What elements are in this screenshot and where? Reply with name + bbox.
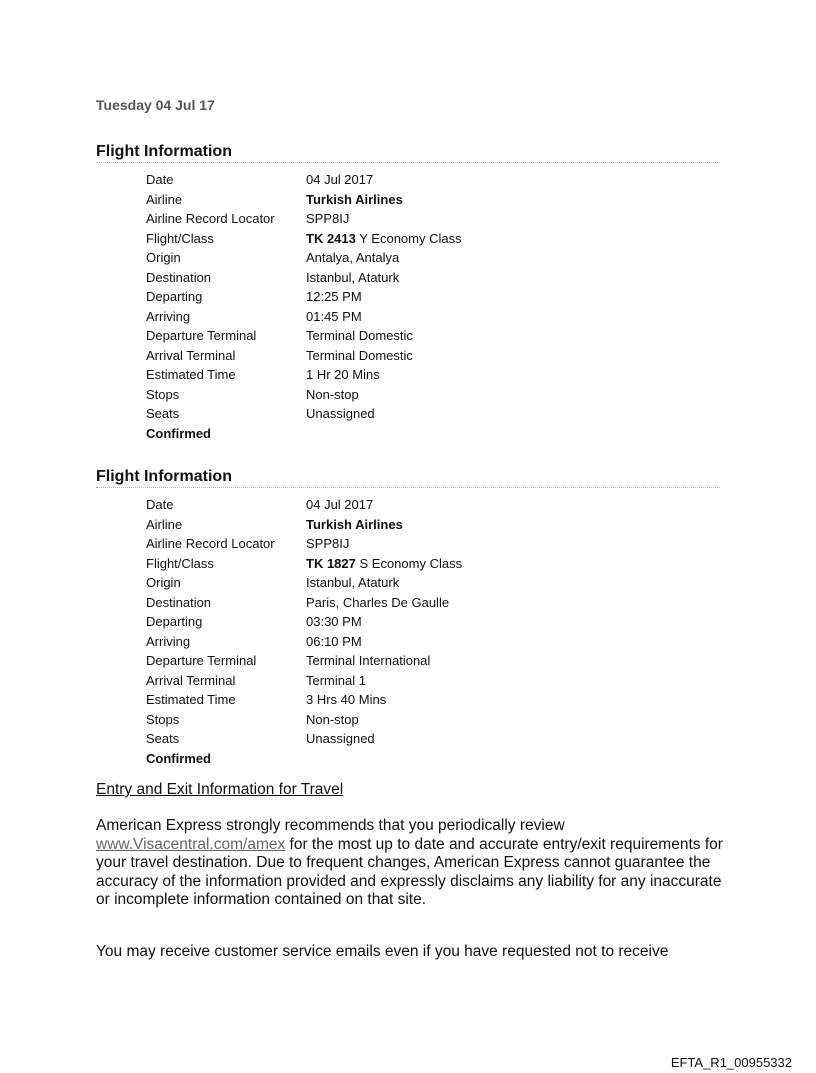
flight-details	[146, 495, 720, 768]
detail-label: Arriving	[146, 308, 191, 324]
entry-exit-paragraph	[96, 817, 736, 910]
detail-value: Terminal Domestic	[306, 328, 413, 343]
detail-row-departure-terminal	[146, 326, 720, 346]
entry-exit-heading: Entry and Exit Information for Travel	[96, 781, 344, 798]
paragraph-text: for the most up to date and accurate entry/exit requirements for your travel destination. Due to frequent changes, American Express cannot guarantee the accuracy of the information provided and expressly disclaims any liability for any inaccurate or incomplete information contained on that site.	[96, 835, 723, 908]
detail-label: Estimated Time	[146, 692, 236, 707]
detail-label: Departing	[146, 289, 203, 304]
detail-label: Arrival Terminal	[146, 672, 236, 688]
flight-number: TK 2413	[306, 230, 356, 246]
detail-label: Flight/Class	[146, 230, 214, 246]
flight-number: TK 1827	[306, 555, 356, 571]
detail-row-origin	[146, 248, 720, 268]
detail-label: Airline	[146, 516, 183, 532]
section-title: Flight Information	[96, 468, 720, 488]
detail-value: Terminal Domestic	[306, 347, 413, 363]
detail-row-airline	[146, 515, 720, 535]
detail-value: Turkish Airlines	[306, 191, 403, 207]
detail-label: Estimated Time	[146, 367, 236, 382]
class-text: Y Economy Class	[355, 230, 462, 246]
detail-row-date	[146, 170, 720, 190]
detail-value: Unassigned	[306, 731, 375, 746]
detail-row-flight-class	[146, 229, 720, 249]
detail-row-flight-class	[146, 554, 720, 574]
detail-row-origin	[146, 573, 720, 593]
detail-value: Istanbul, Ataturk	[306, 269, 400, 285]
detail-label: Destination	[146, 594, 212, 610]
detail-label: Departure Terminal	[146, 328, 257, 343]
detail-value: 01:45 PM	[306, 308, 362, 324]
detail-value: Non-stop	[306, 386, 359, 402]
detail-row-destination	[146, 268, 720, 288]
detail-value: Terminal 1	[306, 672, 366, 688]
flight-info-section-2	[96, 468, 720, 768]
detail-label: Airline Record Locator	[146, 536, 275, 551]
detail-value: SPP8IJ	[306, 211, 350, 226]
detail-value: 03:30 PM	[306, 614, 362, 629]
day-heading: Tuesday 04 Jul 17	[96, 97, 215, 113]
detail-row-arrival-terminal	[146, 346, 720, 366]
detail-value: Non-stop	[306, 711, 359, 727]
detail-row-record-locator	[146, 534, 720, 554]
detail-row-departure-terminal	[146, 651, 720, 671]
detail-label: Departure Terminal	[146, 653, 257, 668]
detail-value: Terminal International	[306, 653, 431, 668]
detail-label: Stops	[146, 711, 180, 727]
detail-value: 06:10 PM	[306, 633, 362, 649]
detail-label: Date	[146, 497, 174, 512]
detail-value: Antalya, Antalya	[306, 250, 400, 265]
detail-value: 12:25 PM	[306, 289, 362, 304]
detail-row-seats	[146, 404, 720, 424]
detail-value: 04 Jul 2017	[306, 172, 374, 187]
detail-label: Arriving	[146, 633, 191, 649]
detail-value: Unassigned	[306, 406, 375, 421]
detail-value: 3 Hrs 40 Mins	[306, 692, 387, 707]
detail-value: Turkish Airlines	[306, 516, 403, 532]
detail-row-estimated-time	[146, 365, 720, 385]
flight-info-section-1	[96, 143, 720, 443]
detail-row-stops	[146, 710, 720, 730]
detail-row-seats	[146, 729, 720, 749]
detail-value: 1 Hr 20 Mins	[306, 367, 380, 382]
customer-service-paragraph: You may receive customer service emails even if you have requested not to receive	[96, 943, 669, 960]
detail-label: Flight/Class	[146, 555, 214, 571]
detail-label: Airline	[146, 191, 183, 207]
detail-row-stops	[146, 385, 720, 405]
detail-value	[306, 229, 720, 249]
detail-row-destination	[146, 593, 720, 613]
booking-status: Confirmed	[146, 425, 211, 441]
detail-value: Istanbul, Ataturk	[306, 575, 400, 590]
detail-row-arriving	[146, 307, 720, 327]
visacentral-link[interactable]: www.Visacentral.com/amex	[96, 835, 286, 853]
detail-label: Destination	[146, 269, 212, 285]
detail-label: Date	[146, 172, 174, 187]
document-id: EFTA_R1_00955332	[670, 1055, 792, 1070]
detail-row-record-locator	[146, 209, 720, 229]
booking-status: Confirmed	[146, 750, 211, 766]
detail-value: 04 Jul 2017	[306, 497, 374, 512]
detail-value: Paris, Charles De Gaulle	[306, 594, 450, 610]
detail-label: Seats	[146, 731, 180, 746]
detail-label: Origin	[146, 250, 181, 265]
detail-label: Airline Record Locator	[146, 211, 275, 226]
flight-details	[146, 170, 720, 443]
detail-row-arrival-terminal	[146, 671, 720, 691]
class-text: S Economy Class	[355, 555, 463, 571]
detail-value: SPP8IJ	[306, 536, 350, 551]
detail-value	[306, 554, 720, 574]
detail-label: Stops	[146, 386, 180, 402]
detail-label: Origin	[146, 575, 181, 590]
detail-row-departing	[146, 287, 720, 307]
detail-label: Departing	[146, 614, 203, 629]
detail-row-departing	[146, 612, 720, 632]
detail-row-arriving	[146, 632, 720, 652]
section-title: Flight Information	[96, 143, 720, 163]
detail-label: Seats	[146, 406, 180, 421]
detail-row-date	[146, 495, 720, 515]
paragraph-text: American Express strongly recommends that you periodically review	[96, 817, 565, 834]
detail-row-estimated-time	[146, 690, 720, 710]
detail-row-airline	[146, 190, 720, 210]
detail-label: Arrival Terminal	[146, 347, 236, 363]
